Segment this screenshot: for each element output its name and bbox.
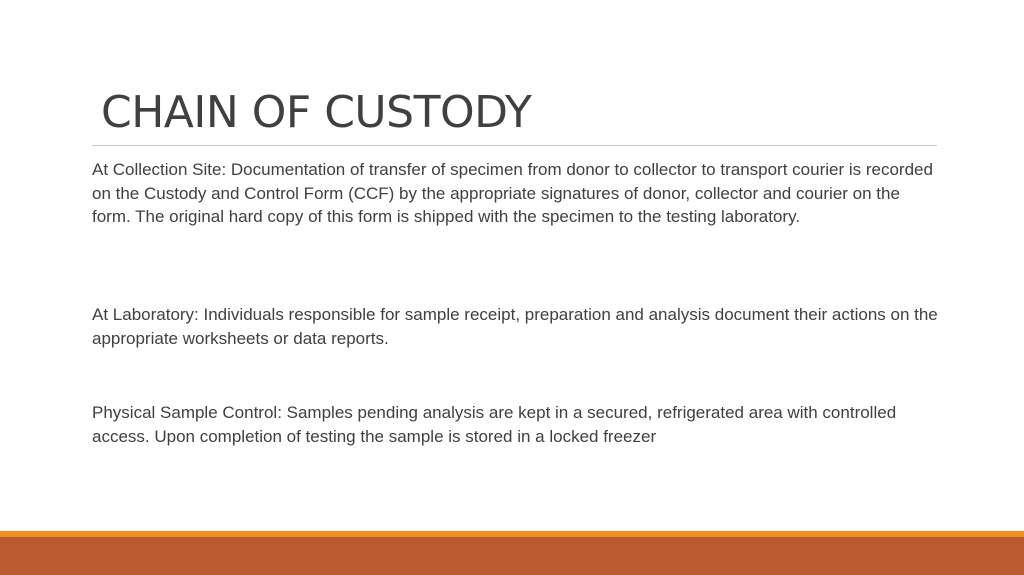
paragraph-collection-site: At Collection Site: Documentation of transfer of specimen from donor to collector to transport courier is recorded on the Custody and Control Form (CCF) by the appropriate signatures of donor, collector and courier on the form. The original hard copy of this form is shipped with the specimen to the testing laboratory.: [92, 160, 933, 226]
paragraph-laboratory: At Laboratory: Individuals responsible for sample receipt, preparation and analysis document their actions on the appropriate worksheets or data reports.: [92, 305, 938, 348]
footer-band: [0, 537, 1024, 575]
paragraph-physical-sample-control: Physical Sample Control: Samples pending analysis are kept in a secured, refrigerated area with controlled access. Upon completion of testing the sample is stored in a locked freezer: [92, 403, 897, 446]
title-divider: [92, 145, 937, 146]
slide-title: CHAIN OF CUSTODY: [101, 87, 532, 138]
